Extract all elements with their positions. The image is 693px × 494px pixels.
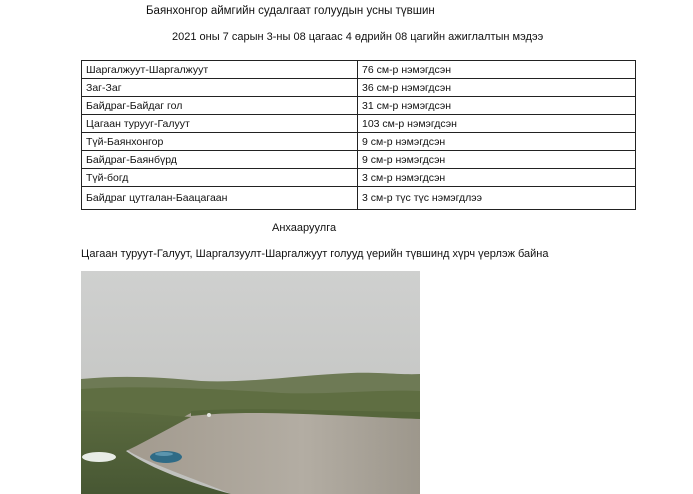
white-tent: [82, 452, 116, 462]
river-station-cell: Байдраг-Байдаг гол: [82, 97, 358, 115]
river-station-cell: Байдраг-Баянбүрд: [82, 151, 358, 169]
river-station-cell: Шаргалжуут-Шаргалжуут: [82, 61, 358, 79]
blue-tent-highlight: [155, 452, 173, 456]
distant-tent: [207, 413, 211, 417]
water-level-table: [81, 60, 636, 210]
level-change-cell: 103 см-р нэмэгдсэн: [358, 115, 636, 133]
river-station-cell: Заг-Заг: [82, 79, 358, 97]
river-station-cell: Байдраг цутгалан-Баацагаан: [82, 187, 358, 210]
river-station-cell: Түй-богд: [82, 169, 358, 187]
level-change-cell: 76 см-р нэмэгдсэн: [358, 61, 636, 79]
level-change-cell: 36 см-р нэмэгдсэн: [358, 79, 636, 97]
level-change-cell: 31 см-р нэмэгдсэн: [358, 97, 636, 115]
level-change-cell: 3 см-р нэмэгдсэн: [358, 169, 636, 187]
table-row: [82, 97, 636, 115]
table-row: [82, 133, 636, 151]
table-row: [82, 61, 636, 79]
flooded-river-photo: [81, 271, 420, 494]
table-row: [82, 169, 636, 187]
table-row: [82, 187, 636, 210]
warning-heading: Анхааруулга: [272, 222, 337, 234]
level-change-cell: 9 см-р нэмэгдсэн: [358, 133, 636, 151]
document-subtitle: 2021 оны 7 сарын 3-ны 08 цагаас 4 өдрийн 08 цагийн ажиглалтын мэдээ: [172, 31, 544, 43]
warning-text: Цагаан туруут-Галуут, Шаргалзуулт-Шаргалжуут голууд үерийн түвшинд хүрч үерлэж байна: [81, 248, 549, 260]
river-station-cell: Цагаан турууг-Галуут: [82, 115, 358, 133]
table-row: [82, 151, 636, 169]
table-row: [82, 115, 636, 133]
table-row: [82, 79, 636, 97]
level-change-cell: 9 см-р нэмэгдсэн: [358, 151, 636, 169]
river-station-cell: Түй-Баянхонгор: [82, 133, 358, 151]
level-change-cell: 3 см-р түс түс нэмэгдлээ: [358, 187, 636, 210]
document-title: Баянхонгор аймгийн судалгаат голуудын усны түвшин: [146, 5, 435, 17]
